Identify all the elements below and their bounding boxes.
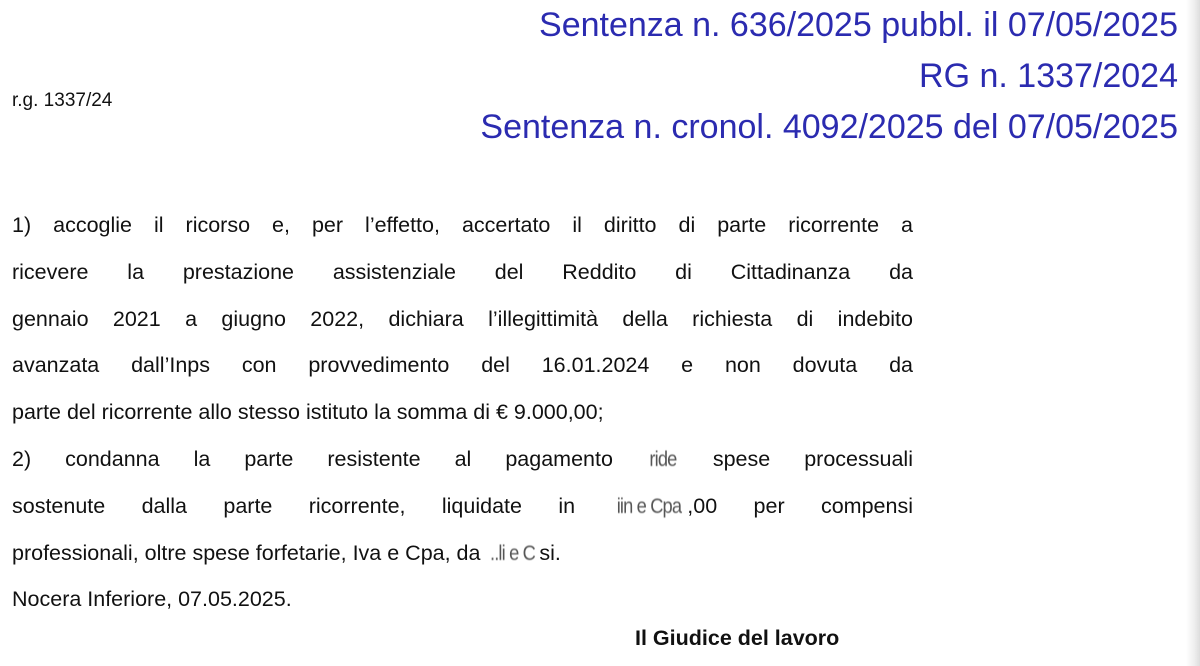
paragraph-1-line-3: gennaio 2021 a giugno 2022, dichiara l’illegittimità della richiesta di indebito	[12, 306, 913, 331]
paragraph-1-line-1: 1) accoglie il ricorso e, per l’effetto, accertato il diritto di parte ricorrente a	[12, 213, 913, 237]
registry-stamp	[480, 0, 1178, 153]
smudged-text: ride	[649, 446, 677, 471]
paragraph-2-line-2-end: ,00 per compensi	[687, 493, 913, 518]
paragraph-2-line-1-end: spese processuali	[712, 446, 913, 471]
stamp-sentence-line: Sentenza n. 636/2025 pubbl. il 07/05/2025	[539, 6, 1178, 44]
paragraph-2-line-2	[12, 483, 913, 530]
paragraph-1-line-5: parte del ricorrente allo stesso istituto la somma di € 9.000,00;	[12, 400, 604, 425]
paragraph-2-line-3-end: si.	[539, 540, 561, 565]
paragraph-1-line-2: ricevere la prestazione assistenziale del Reddito di Cittadinanza da	[12, 259, 913, 284]
place-and-date: Nocera Inferiore, 07.05.2025.	[12, 587, 292, 612]
paragraph-2-line-2-start: sostenute dalla parte ricorrente, liquidate in	[12, 493, 576, 518]
stamp-rg-line: RG n. 1337/2024	[919, 57, 1178, 95]
smudged-amount: iin e Cpa	[617, 493, 682, 518]
smudged-text-2: ..li e C	[490, 540, 536, 565]
judge-signature-label: Il Giudice del lavoro	[635, 626, 840, 650]
stamp-cronol-line: Sentenza n. cronol. 4092/2025 del 07/05/2025	[480, 108, 1178, 146]
paragraph-2-line-3	[12, 530, 913, 577]
paragraph-1-line-4: avanzata dall’Inps con provvedimento del 16.01.2024 e non dovuta da	[12, 353, 913, 378]
ruling-body	[12, 202, 913, 623]
paragraph-2-line-1-start: 2) condanna la parte resistente al pagamento	[12, 446, 613, 471]
page-edge-shadow	[1186, 0, 1200, 666]
paragraph-2-line-3-start: professionali, oltre spese forfetarie, Iva e Cpa, da	[12, 540, 481, 565]
paragraph-2-line-1	[12, 436, 913, 483]
case-number: r.g. 1337/24	[12, 90, 113, 111]
